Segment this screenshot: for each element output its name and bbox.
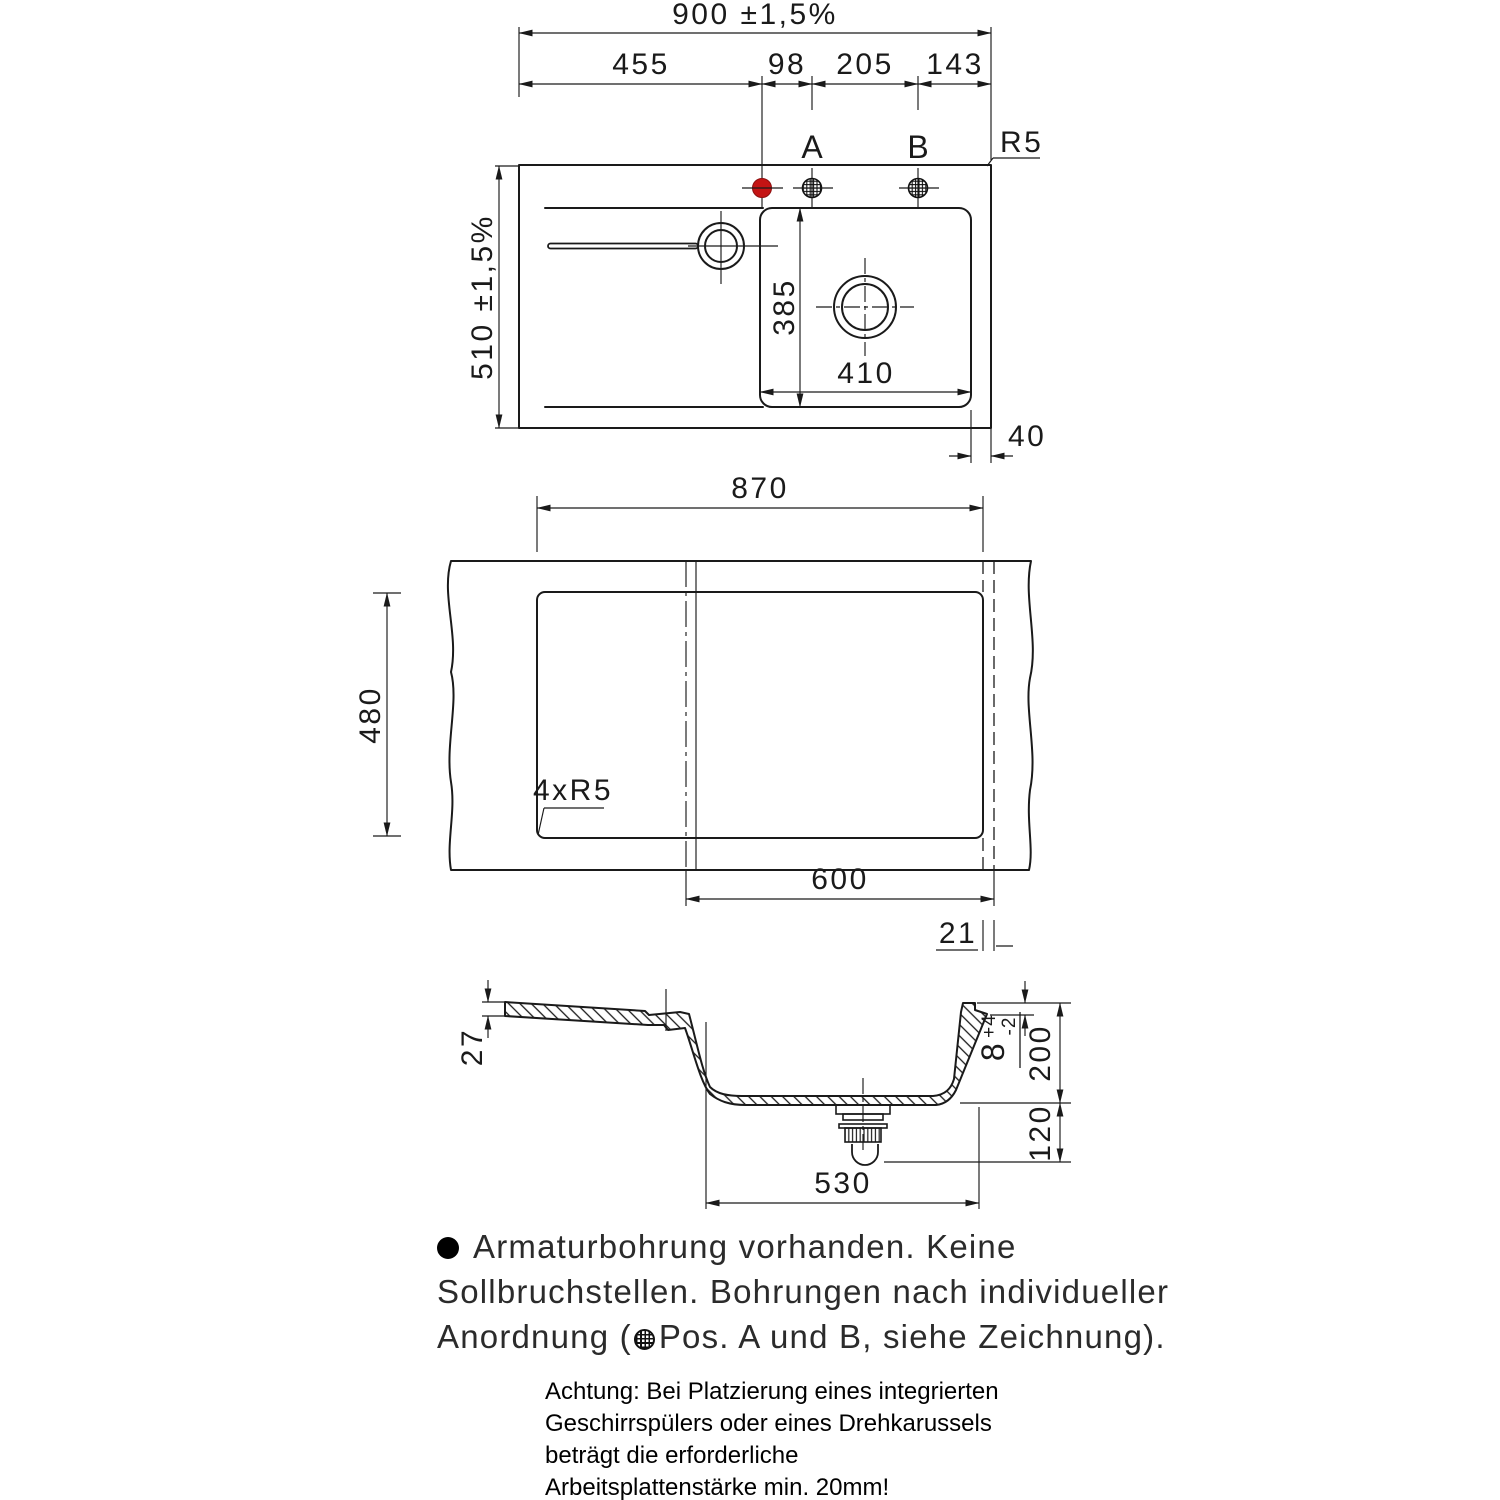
section-view <box>456 980 1071 1209</box>
dim-right-edge-offset: 40 <box>1008 420 1047 453</box>
warning-line-4: Arbeitsplattenstärke min. 20mm! <box>545 1474 890 1500</box>
dim-drainboard-width: 455 <box>612 48 670 81</box>
dim-offset-21: 21 <box>938 917 978 950</box>
warning-line-2: Geschirrspülers oder eines Drehkarussels <box>545 1410 992 1437</box>
dim-cutout-width: 870 <box>731 472 789 505</box>
sink-outline <box>519 165 991 428</box>
notes-block <box>437 1224 1177 1359</box>
notes-line-3 <box>437 1314 1177 1359</box>
dim-overall-depth: 510 ±1,5% <box>466 214 499 380</box>
leader-line <box>538 808 544 835</box>
dim-basin-inner-depth: 385 <box>768 278 801 336</box>
corner-radius-label: R5 <box>1000 126 1044 159</box>
dim-rim-height-group <box>975 1012 1020 1068</box>
countertop-outline <box>448 561 1033 870</box>
dim-hole-b-offset: 205 <box>836 48 894 81</box>
notes-text-3b: Pos. A und B, siehe Zeichnung). <box>658 1318 1166 1355</box>
cutout-view <box>354 472 1033 951</box>
notes-text-3a: Anordnung ( <box>437 1318 632 1355</box>
drainboard-groove <box>548 244 698 249</box>
notes-text-1: Armaturbohrung vorhanden. Keine <box>473 1228 1017 1265</box>
top-view <box>466 0 1046 463</box>
notes-line-1 <box>437 1224 1177 1269</box>
dim-basin-inner-width: 410 <box>837 357 895 390</box>
cutout-corner-radius-label: 4xR5 <box>532 774 614 807</box>
dim-basin-depth: 200 <box>1024 1024 1057 1082</box>
filled-circle-icon <box>437 1237 459 1259</box>
hole-a-label: A <box>801 129 823 165</box>
dim-hole-a-offset: 98 <box>767 48 807 81</box>
dim-rim-tol-plus: +4 <box>979 1014 1000 1038</box>
dim-basin-bottom-width: 530 <box>814 1167 872 1200</box>
dim-rim-tol-minus: -2 <box>999 1016 1020 1036</box>
dim-drain-height: 120 <box>1024 1104 1057 1162</box>
dim-right-offset: 143 <box>926 48 984 81</box>
drain-assembly <box>836 1078 890 1165</box>
hatched-circle-icon <box>634 1329 655 1350</box>
drain-tailpiece <box>852 1144 878 1165</box>
dim-cutout-depth: 480 <box>354 686 387 744</box>
notes-line-2 <box>437 1269 1177 1314</box>
warning-line-3: beträgt die erforderliche <box>545 1442 799 1469</box>
drain-hole <box>816 258 914 356</box>
warning-block <box>545 1376 1065 1500</box>
faucet-hole <box>688 211 778 284</box>
section-profile <box>505 1002 987 1105</box>
dim-overall-width: 900 ±1,5% <box>672 0 838 31</box>
dim-rim-thickness: 27 <box>456 1027 489 1067</box>
dim-basin-section-width: 600 <box>811 863 869 896</box>
warning-line-1: Achtung: Bei Platzierung eines integrierten <box>545 1378 999 1405</box>
notes-text-2: Sollbruchstellen. Bohrungen nach individueller <box>437 1273 1170 1310</box>
dim-rim-height: 8 <box>975 1040 1011 1062</box>
hole-b-label: B <box>907 129 929 165</box>
